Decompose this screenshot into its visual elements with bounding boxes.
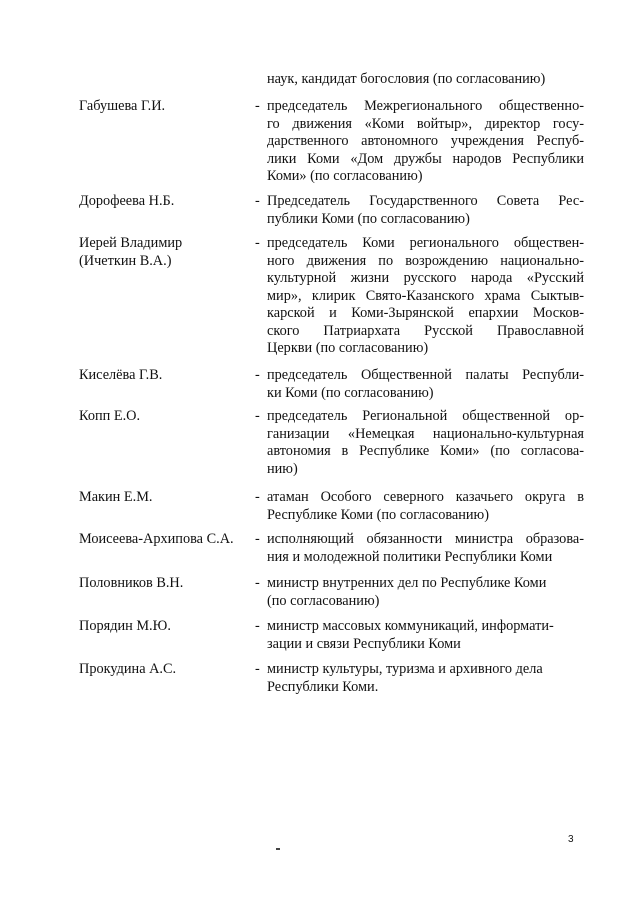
member-name	[79, 235, 254, 270]
description-line: председатель Межрегионального общественно-	[267, 98, 584, 114]
member-name-line: Макин Е.М.	[79, 489, 153, 505]
member-name	[79, 661, 254, 679]
description-line: лики Коми «Дом дружбы народов Республики	[267, 150, 584, 167]
member-description	[267, 408, 584, 478]
member-name	[79, 193, 254, 211]
member-name-line: Порядин М.Ю.	[79, 618, 171, 634]
description-line: председатель Общественной палаты Республи-	[267, 367, 584, 383]
description-line: атаман Особого северного казачьего округа в	[267, 489, 584, 505]
page-number: 3	[568, 834, 574, 845]
separator-dash: -	[255, 531, 260, 547]
description-line: председатель Региональной общественной ор-	[267, 408, 584, 424]
member-description	[267, 575, 584, 610]
member-name-line: Прокудина А.С.	[79, 661, 177, 677]
member-name	[79, 618, 254, 636]
member-name-line: Моисеева-Архипова С.А.	[79, 531, 234, 547]
member-name	[79, 575, 254, 593]
description-line: дарственного автономного учреждения Респуб-	[267, 133, 584, 149]
separator-dash: -	[255, 661, 260, 677]
description-line: автономия в Республике Коми» (по согласова-	[267, 443, 584, 459]
description-line: Республике Коми (по согласованию)	[267, 506, 489, 523]
member-description	[267, 98, 584, 186]
member-name-line: Копп Е.О.	[79, 408, 141, 424]
member-name-line: Иерей Владимир	[79, 235, 183, 251]
description-line: министр культуры, туризма и архивного дела	[267, 661, 543, 677]
member-name-line: Киселёва Г.В.	[79, 367, 163, 383]
description-line: (по согласованию)	[267, 592, 380, 609]
description-line: публики Коми (по согласованию)	[267, 210, 470, 227]
separator-dash: -	[255, 575, 260, 591]
description-line: ния и молодежной политики Республики Коми	[267, 548, 553, 565]
member-description	[267, 489, 584, 524]
separator-dash: -	[255, 489, 260, 505]
continued-text: наук, кандидат богословия (по согласованию)	[267, 71, 546, 87]
description-line: председатель Коми регионального обществен-	[267, 235, 584, 251]
member-name	[79, 98, 254, 116]
member-name	[79, 489, 254, 507]
separator-dash: -	[255, 367, 260, 383]
description-line: нию)	[267, 460, 298, 477]
member-name-line: Дорофеева Н.Б.	[79, 193, 175, 209]
member-name	[79, 367, 254, 385]
description-line: министр массовых коммуникаций, информати-	[267, 618, 554, 634]
member-description	[267, 661, 584, 696]
member-name	[79, 531, 254, 549]
member-description	[267, 193, 584, 228]
description-line: исполняющий обязанности министра образова-	[267, 531, 584, 547]
separator-dash: -	[255, 98, 260, 114]
member-name-line: Половников В.Н.	[79, 575, 184, 591]
description-line: Коми» (по согласованию)	[267, 168, 423, 184]
member-name-line: (Ичеткин В.А.)	[79, 252, 172, 269]
description-line: Республики Коми.	[267, 678, 379, 695]
description-line: карской и Коми-Зырянской епархии Москов-	[267, 305, 584, 321]
member-description	[267, 618, 584, 653]
member-description	[267, 531, 584, 566]
description-line: ного движения по возрождению национально-	[267, 252, 584, 269]
description-line: го движения «Коми войтыр», директор госу-	[267, 115, 584, 132]
separator-dash: -	[255, 408, 260, 424]
description-line: мир», клирик Свято-Казанского храма Сыктыв-	[267, 287, 584, 304]
member-description	[267, 367, 584, 402]
member-description	[267, 235, 584, 358]
description-line: Председатель Государственного Совета Рес-	[267, 193, 584, 209]
description-line: ки Коми (по согласованию)	[267, 384, 434, 401]
scan-speck	[276, 848, 280, 850]
separator-dash: -	[255, 193, 260, 209]
description-line: министр внутренних дел по Республике Коми	[267, 575, 547, 591]
description-line: Церкви (по согласованию)	[267, 340, 429, 356]
separator-dash: -	[255, 618, 260, 634]
continued-description	[267, 71, 584, 89]
member-name-line: Габушева Г.И.	[79, 98, 166, 114]
description-line: зации и связи Республики Коми	[267, 635, 461, 652]
separator-dash: -	[255, 235, 260, 251]
description-line: ского Патриархата Русской Православной	[267, 322, 584, 339]
member-name	[79, 408, 254, 426]
description-line: культурной жизни русского народа «Русский	[267, 270, 584, 286]
description-line: ганизации «Немецкая национально-культурная	[267, 425, 584, 442]
